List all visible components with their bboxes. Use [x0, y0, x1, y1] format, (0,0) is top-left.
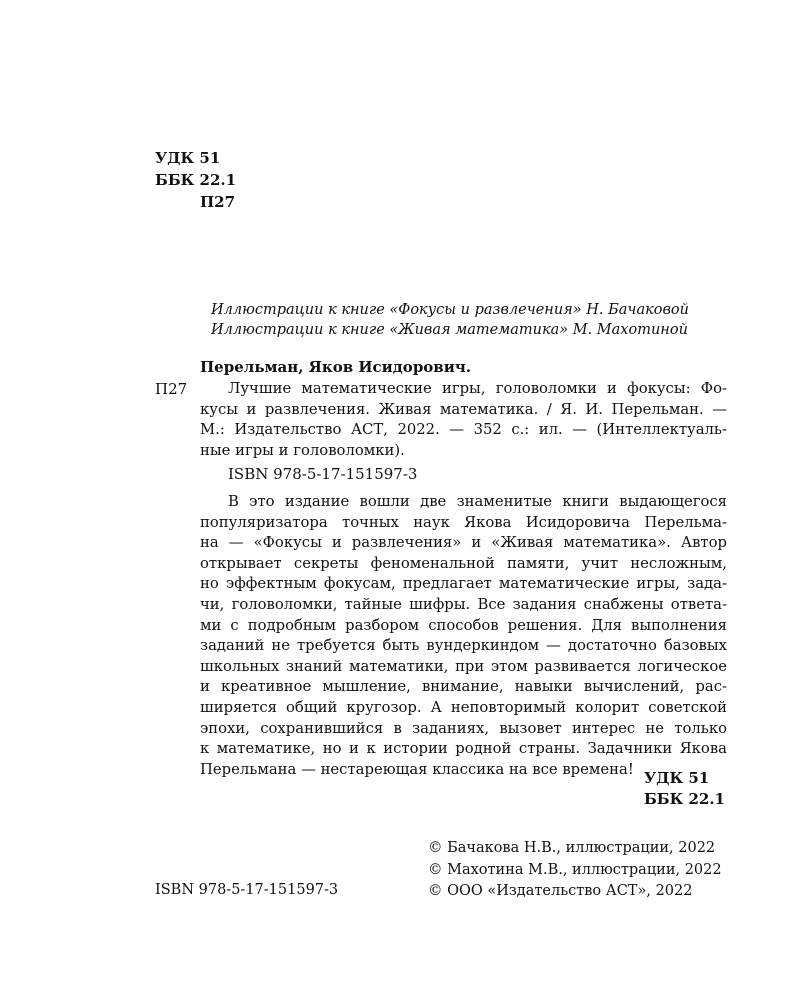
catalog-author: Перельман, Яков Исидорович. — [200, 358, 472, 376]
catalog-isbn: ISBN 978-5-17-151597-3 — [228, 465, 418, 483]
footer-codes — [644, 768, 725, 810]
copyright-block — [428, 838, 722, 903]
annotation-line: ми с подробным разбором способов решения. Для выполнения — [200, 616, 727, 634]
annotation-line: В это издание вошли две знаменитые книги выдающегося — [228, 493, 727, 510]
author-mark: П27 — [200, 193, 236, 211]
illustration-credit-1: Иллюстрации к книге «Фокусы и развлечения» Н. Бачаковой — [211, 302, 689, 318]
annotation-line: на — «Фокусы и развлечения» и «Живая математика». Автор — [200, 534, 727, 552]
annotation-line: но эффектным фокусам, предлагает математические игры, зада- — [200, 575, 727, 593]
footer-udk-code: УДК 51 — [643, 769, 710, 787]
copyright-line: © Махотина М.В., иллюстрации, 2022 — [428, 861, 722, 878]
annotation — [200, 492, 727, 780]
annotation-line: заданий не требуется быть вундеркиндом — достаточно базовых — [200, 637, 727, 655]
illustration-credit-2: Иллюстрации к книге «Живая математика» М. Махотиной — [211, 322, 688, 338]
catalog-mark: П27 — [155, 380, 188, 398]
annotation-line: к математике, но и к истории родной страны. Задачники Якова — [200, 740, 727, 758]
bbk-code: ББК 22.1 — [155, 171, 237, 189]
annotation-line: и креативное мышление, внимание, навыки вычислений, рас- — [200, 678, 727, 696]
copyright-line: © ООО «Издательство АСТ», 2022 — [428, 883, 693, 899]
udk-code: УДК 51 — [155, 149, 221, 167]
copyright-line: © Бачакова Н.В., иллюстрации, 2022 — [428, 840, 716, 856]
annotation-line: школьных знаний математики, при этом развивается логическое — [200, 657, 727, 675]
footer-bbk-code: ББК 22.1 — [643, 790, 725, 808]
catalog-description-line: М.: Издательство АСТ, 2022. — 352 с.: ил. — (Интеллектуаль- — [200, 421, 727, 439]
annotation-line: открывает секреты феноменальной памяти, учит несложным, — [200, 554, 727, 572]
catalog-description-line: ные игры и головоломки). — [200, 441, 405, 459]
catalog-description-line: кусы и развлечения. Живая математика. / Я. И. Перельман. — — [200, 400, 727, 418]
annotation-line: эпохи, сохранившийся в заданиях, вызовет интерес не только — [200, 719, 727, 737]
annotation-line: чи, головоломки, тайные шифры. Все задания снабжены ответа- — [200, 595, 727, 613]
annotation-line: ширяется общий кругозор. А неповторимый колорит советской — [200, 698, 727, 716]
footer-isbn: ISBN 978-5-17-151597-3 — [155, 882, 339, 898]
catalog-description — [200, 379, 727, 461]
annotation-line: популяризатора точных наук Якова Исидоровича Перельма- — [200, 513, 727, 531]
annotation-line: Перельмана — нестареющая классика на все времена! — [200, 760, 634, 778]
catalog-description-line: Лучшие математические игры, головоломки и фокусы: Фо- — [228, 380, 727, 397]
header-codes — [155, 147, 236, 213]
